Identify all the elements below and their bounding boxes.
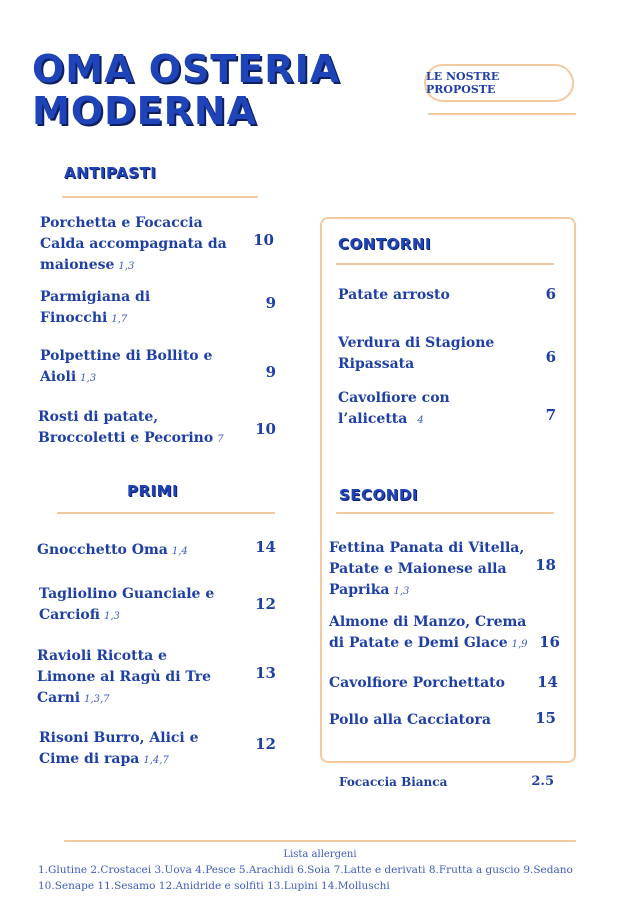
item-name-line: Risoni Burro, Alici e (39, 730, 199, 746)
contorni-heading: CONTORNI (338, 235, 431, 253)
item-name-line: Porchetta e Focaccia (40, 215, 203, 231)
primi-item-2 (39, 584, 249, 627)
primi-price-1: 14 (255, 538, 276, 556)
item-name-line: Cime di rapa (39, 751, 140, 767)
item-name-line: Finocchi (40, 310, 108, 326)
allergen-codes: 1,4 (171, 546, 188, 557)
item-name-line: di Patate e Demi Glace (329, 635, 508, 651)
primi-item-3 (37, 646, 247, 710)
item-name-line: l’alicetta (338, 411, 408, 427)
secondi-price-3: 14 (537, 673, 558, 691)
secondi-item-2 (329, 612, 541, 655)
secondi-item-1 (329, 538, 537, 602)
item-name-line: Carciofi (39, 607, 100, 623)
title-line-1: OMA OSTERIA (32, 47, 341, 91)
item-name-line: Fettina Panata di Vitella, (329, 540, 525, 556)
secondi-price-4: 15 (535, 709, 556, 727)
item-name-line: Patate e Maionese alla (329, 561, 507, 577)
antipasti-price-1: 10 (253, 231, 274, 249)
item-name-line: Calda accompagnata da (40, 236, 227, 252)
antipasti-price-4: 10 (255, 420, 276, 438)
allergen-codes: 7 (217, 434, 224, 445)
item-name-line: Polpettine di Bollito e (40, 348, 213, 364)
allergen-codes: 1,3 (103, 611, 120, 622)
contorni-item-2 (338, 333, 528, 375)
secondi-price-2: 16 (539, 633, 560, 651)
secondi-item-3 (329, 673, 529, 694)
allergen-list-line-1: 1.Glutine 2.Crostacei 3.Uova 4.Pesce 5.Arachidi 6.Soia 7.Latte e derivati 8.Frutta a guscio 9.Sedano (38, 864, 573, 876)
allergen-codes: 1,3 (118, 261, 135, 272)
item-name-line: Gnocchetto Oma (37, 542, 168, 558)
item-name-line: Broccoletti e Pecorino (38, 430, 214, 446)
primi-item-4 (39, 728, 249, 771)
secondi-divider (336, 512, 554, 514)
contorni-price-1: 6 (545, 285, 556, 303)
contorni-price-2: 6 (545, 348, 556, 366)
primi-item-1 (37, 540, 247, 562)
item-name-line: Ripassata (338, 356, 415, 372)
primi-heading: PRIMI (127, 482, 179, 500)
antipasti-price-3: 9 (265, 363, 276, 381)
primi-price-2: 12 (255, 595, 276, 613)
antipasti-divider (62, 196, 258, 198)
allergen-codes: 1,4,7 (143, 755, 169, 766)
secondi-item-4 (329, 710, 529, 731)
contorni-price-3: 7 (545, 406, 556, 424)
secondi-heading: SECONDI (339, 486, 418, 504)
item-name-line: Cavolfiore con (338, 390, 450, 406)
allergen-codes: 1,9 (511, 639, 528, 650)
contorni-item-1 (338, 285, 528, 306)
allergen-codes: 1,7 (111, 314, 128, 325)
contorni-divider (336, 263, 554, 265)
secondi-price-1: 18 (535, 556, 556, 574)
allergen-codes: 1,3,7 (84, 694, 110, 705)
item-name-line: Pollo alla Cacciatora (329, 712, 491, 728)
item-name-line: Parmigiana di (40, 289, 151, 305)
item-name-line: Ravioli Ricotta e (37, 648, 167, 664)
antipasti-price-2: 9 (265, 294, 276, 312)
antipasti-item-3 (40, 346, 245, 389)
item-name-line: Verdura di Stagione (338, 335, 495, 351)
allergen-codes: 4 (417, 415, 424, 426)
allergen-codes: 1,3 (393, 586, 410, 597)
antipasti-heading: ANTIPASTI (64, 164, 157, 182)
item-name-line: Paprika (329, 582, 390, 598)
item-name-line: Tagliolino Guanciale e (39, 586, 215, 602)
item-name-line: Rosti di patate, (38, 409, 159, 425)
item-name-line: Carni (37, 690, 81, 706)
item-name-line: Limone al Ragù di Tre (37, 669, 212, 685)
contorni-item-3 (338, 388, 528, 431)
item-name-line: maionese (40, 257, 115, 273)
focaccia-price: 2.5 (531, 774, 554, 789)
item-name-line: Cavolfiore Porchettato (329, 675, 505, 691)
antipasti-item-1 (40, 213, 245, 277)
allergen-codes: 1,3 (80, 373, 97, 384)
proposals-badge: LE NOSTRE PROPOSTE (424, 64, 574, 102)
allergen-list-line-2: 10.Senape 11.Sesamo 12.Anidride e solfiti 13.Lupini 14.Molluschi (38, 880, 390, 892)
primi-price-3: 13 (255, 664, 276, 682)
title-line-2: MODERNA (32, 89, 258, 133)
focaccia-name: Focaccia Bianca (339, 775, 448, 789)
antipasti-item-2 (40, 287, 245, 330)
allergen-list-title: Lista allergeni (283, 849, 357, 860)
badge-divider (428, 113, 576, 115)
item-name-line: Almone di Manzo, Crema (329, 614, 527, 630)
item-name-line: Patate arrosto (338, 287, 450, 303)
primi-price-4: 12 (255, 735, 276, 753)
item-name-line: Aioli (40, 369, 77, 385)
footer-divider (64, 840, 576, 842)
page-title (32, 48, 340, 132)
antipasti-item-4 (38, 407, 253, 450)
primi-divider (57, 512, 275, 514)
